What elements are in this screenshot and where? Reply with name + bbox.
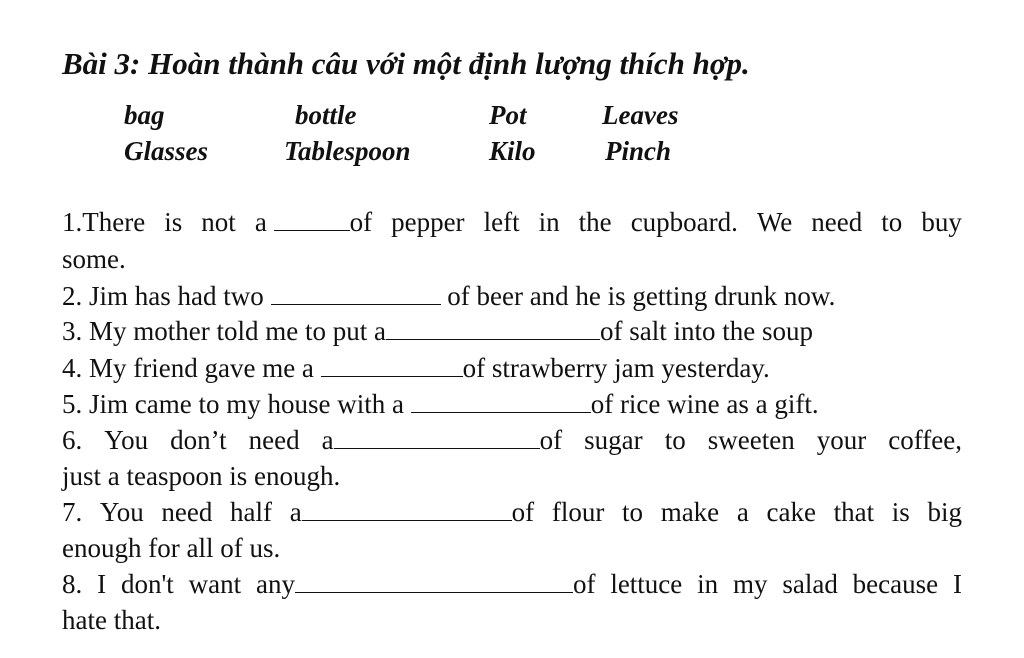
word: any bbox=[255, 569, 295, 599]
sentence-4-text-after: of strawberry jam yesterday. bbox=[462, 353, 770, 383]
sentence-8-line-1 bbox=[62, 568, 962, 600]
sentence-1-line-1 bbox=[62, 206, 962, 238]
word: make bbox=[660, 497, 720, 527]
word: to bbox=[622, 497, 644, 527]
sentence-2-text-before: 2. Jim has had two bbox=[62, 281, 264, 311]
sentence-7-line-1 bbox=[62, 496, 962, 528]
answer-blank-1[interactable] bbox=[274, 208, 350, 231]
sentence-1-line-2: some. bbox=[62, 244, 126, 274]
word bbox=[290, 496, 534, 528]
word: want bbox=[188, 569, 242, 599]
word: coffee, bbox=[888, 425, 962, 455]
word: that bbox=[833, 497, 875, 527]
word: 1.There bbox=[62, 207, 146, 237]
sentence-4-text-before: 4. My friend gave me a bbox=[62, 353, 314, 383]
word: need bbox=[811, 207, 863, 237]
word bbox=[256, 568, 595, 600]
sentence-6-line-1 bbox=[62, 424, 962, 456]
answer-blank-7[interactable] bbox=[302, 498, 512, 521]
word-bag: bag bbox=[124, 100, 165, 130]
sentence-7-line-2: enough for all of us. bbox=[62, 533, 281, 563]
word: a bbox=[321, 425, 334, 455]
answer-blank-2[interactable] bbox=[271, 282, 441, 305]
word: lettuce bbox=[610, 569, 683, 599]
word: the bbox=[578, 207, 612, 237]
word: of bbox=[349, 207, 373, 237]
word: cake bbox=[766, 497, 816, 527]
word: flour bbox=[551, 497, 605, 527]
word: sugar bbox=[584, 425, 643, 455]
word-pot: Pot bbox=[489, 100, 527, 130]
word: not bbox=[201, 207, 236, 237]
word: to bbox=[881, 207, 903, 237]
word: your bbox=[816, 425, 867, 455]
word: 7. bbox=[62, 497, 83, 527]
word: in bbox=[697, 569, 719, 599]
word: my bbox=[732, 569, 768, 599]
answer-blank-6[interactable] bbox=[334, 426, 540, 449]
word: a bbox=[254, 207, 267, 237]
word: I bbox=[97, 569, 107, 599]
answer-blank-4[interactable] bbox=[321, 354, 463, 377]
sentence-2-text-after: of beer and he is getting drunk now. bbox=[447, 281, 836, 311]
word: big bbox=[927, 497, 962, 527]
word-kilo: Kilo bbox=[489, 136, 536, 166]
sentence-5 bbox=[62, 388, 819, 420]
word bbox=[322, 424, 562, 456]
word: need bbox=[161, 497, 213, 527]
word: is bbox=[164, 207, 183, 237]
word: half bbox=[230, 497, 273, 527]
sentence-2 bbox=[62, 280, 835, 312]
exercise-title: Bài 3: Hoàn thành câu với một định lượng thích hợp. bbox=[62, 46, 750, 81]
word: I bbox=[952, 569, 962, 599]
word: pepper bbox=[391, 207, 465, 237]
sentence-5-text-before: 5. Jim came to my house with a bbox=[62, 389, 404, 419]
word: because bbox=[852, 569, 939, 599]
word: You bbox=[99, 497, 144, 527]
word: We bbox=[756, 207, 793, 237]
word-bottle: bottle bbox=[295, 100, 357, 130]
word: cupboard. bbox=[630, 207, 738, 237]
word: a bbox=[289, 497, 302, 527]
answer-blank-3[interactable] bbox=[386, 317, 600, 340]
word: sweeten bbox=[707, 425, 795, 455]
word-tablespoon: Tablespoon bbox=[284, 136, 411, 166]
sentence-6-line-2: just a teaspoon is enough. bbox=[62, 461, 341, 491]
word-glasses: Glasses bbox=[124, 136, 209, 166]
word-leaves: Leaves bbox=[602, 100, 679, 130]
word: of bbox=[539, 425, 563, 455]
sentence-8-line-2: hate that. bbox=[62, 605, 161, 635]
word: 8. bbox=[62, 569, 83, 599]
word: salad bbox=[782, 569, 838, 599]
sentence-3-text-after: of salt into the soup bbox=[599, 316, 813, 346]
word: need bbox=[248, 425, 300, 455]
word: is bbox=[891, 497, 910, 527]
word-pinch: Pinch bbox=[605, 136, 672, 166]
word: a bbox=[736, 497, 749, 527]
word: in bbox=[538, 207, 560, 237]
word: left bbox=[483, 207, 520, 237]
sentence-3 bbox=[62, 315, 813, 347]
sentence-5-text-after: of rice wine as a gift. bbox=[590, 389, 819, 419]
word: don’t bbox=[170, 425, 227, 455]
word: to bbox=[664, 425, 686, 455]
word: don't bbox=[120, 569, 174, 599]
answer-blank-8[interactable] bbox=[295, 570, 573, 593]
word: 6. bbox=[62, 425, 83, 455]
sentence-4 bbox=[62, 352, 770, 384]
word bbox=[255, 206, 372, 238]
sentence-3-text-before: 3. My mother told me to put a bbox=[62, 316, 386, 346]
word: of bbox=[572, 569, 596, 599]
word: buy bbox=[921, 207, 962, 237]
word: of bbox=[511, 497, 535, 527]
word: You bbox=[104, 425, 149, 455]
answer-blank-5[interactable] bbox=[411, 390, 591, 413]
